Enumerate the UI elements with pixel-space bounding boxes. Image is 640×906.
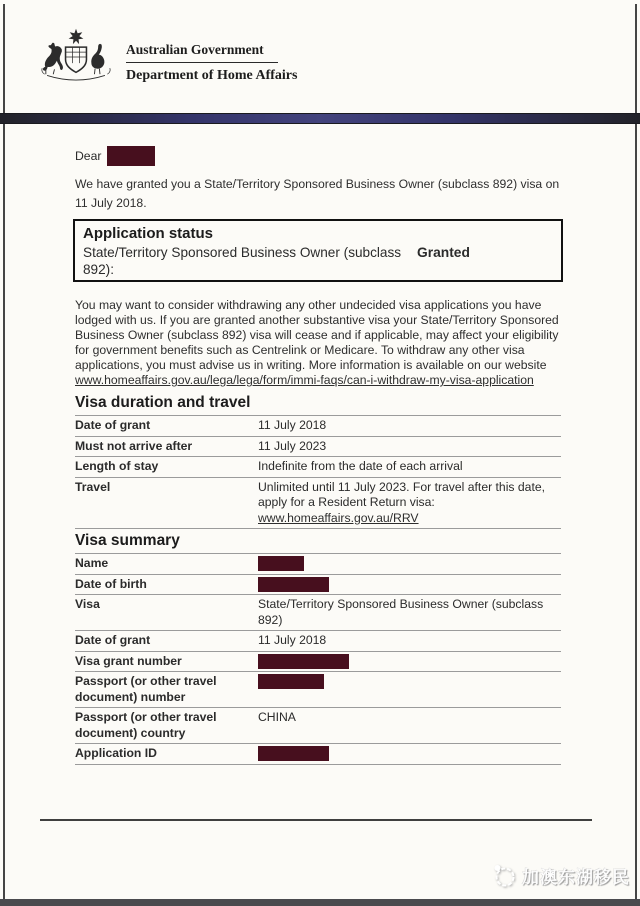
row-label: Length of stay — [75, 459, 159, 473]
visa-summary-table — [75, 553, 561, 765]
row-label: Visa grant number — [75, 653, 182, 668]
row-label: Travel — [75, 479, 111, 494]
withdraw-info-link[interactable]: www.homeaffairs.gov.au/lega/lega/form/immi-faqs/can-i-withdraw-my-visa-application — [75, 373, 534, 387]
row-value-text: Unlimited until 11 July 2023. For travel after this date, apply for a Resident Return visa: — [258, 479, 545, 509]
visa-summary-section — [75, 532, 561, 765]
page-border-left — [3, 4, 5, 900]
row-label: Date of grant — [75, 418, 151, 432]
row-value-text: 11 July 2018 — [258, 418, 327, 432]
row-value — [258, 480, 553, 527]
table-row — [75, 595, 561, 631]
table-row — [75, 554, 561, 575]
redaction-box — [258, 674, 324, 689]
table-row — [75, 631, 561, 652]
table-row — [75, 744, 561, 765]
header-divider — [126, 62, 278, 63]
row-label: Date of grant — [75, 633, 151, 647]
visa-duration-table — [75, 415, 561, 529]
row-label: Passport (or other travel document) number — [75, 674, 217, 704]
salutation-row — [75, 146, 155, 166]
australian-coat-of-arms-icon — [36, 26, 116, 88]
government-name: Australian Government — [126, 42, 264, 57]
row-value — [258, 633, 553, 649]
row-link[interactable]: www.homeaffairs.gov.au/RRV — [258, 510, 419, 525]
row-value — [258, 418, 553, 434]
redaction-box — [258, 556, 304, 571]
header-gradient-bar — [0, 113, 640, 124]
row-label: Passport (or other travel document) country — [75, 710, 217, 740]
table-row — [75, 652, 561, 673]
status-granted-value: Granted — [417, 245, 470, 260]
redaction-box — [258, 654, 349, 669]
table-row — [75, 575, 561, 596]
withdraw-text: You may want to consider withdrawing any other undecided visa applications you have lodged with us. If you are granted another substantive visa your State/Territory Sponsored Business Owner (subclass 892) visa will cease and if applicable, may affect your eligibility for government benefits such as Centrelink or Medicare. To withdraw any other visa applications, you must advise us in writing. More information is available on our website — [75, 298, 559, 372]
application-status-box — [73, 219, 563, 282]
watermark-text: 加澳东湖移民 — [522, 867, 630, 887]
row-label: Application ID — [75, 746, 157, 760]
watermark-logo-icon — [491, 862, 517, 888]
redaction-box — [258, 577, 329, 592]
visa-duration-title: Visa duration and travel — [75, 394, 251, 411]
row-value — [258, 597, 553, 628]
row-value — [258, 654, 553, 670]
page-bottom-edge — [0, 899, 640, 906]
table-row — [75, 416, 561, 437]
watermark — [491, 862, 630, 888]
government-header — [36, 26, 297, 88]
row-value — [258, 577, 553, 593]
page-border-right — [635, 4, 637, 900]
row-value — [258, 710, 553, 741]
salutation-text: Dear — [75, 149, 102, 163]
row-value — [258, 746, 553, 762]
visa-duration-section — [75, 394, 561, 529]
table-row — [75, 457, 561, 478]
footer-divider — [40, 819, 592, 821]
row-value-text: Indefinite from the date of each arrival — [258, 459, 463, 473]
row-value-text: CHINA — [258, 710, 296, 724]
row-label: Must not arrive after — [75, 438, 193, 453]
visa-summary-title: Visa summary — [75, 532, 180, 549]
row-value — [258, 439, 553, 455]
table-row — [75, 437, 561, 458]
withdraw-paragraph — [75, 298, 563, 388]
application-status-row — [83, 245, 553, 278]
row-value — [258, 556, 553, 572]
row-value-text: State/Territory Sponsored Business Owner (subclass 892) — [258, 597, 544, 627]
redaction-box-name — [107, 146, 155, 166]
table-row — [75, 708, 561, 744]
application-status-title: Application status — [83, 225, 214, 242]
table-row — [75, 672, 561, 708]
row-label: Date of birth — [75, 576, 147, 591]
department-name: Department of Home Affairs — [126, 68, 298, 83]
row-label: Visa — [75, 597, 100, 611]
row-label: Name — [75, 556, 109, 570]
row-value — [258, 459, 553, 475]
row-value — [258, 674, 553, 705]
header-text-block — [126, 42, 297, 84]
redaction-box — [258, 746, 329, 761]
intro-paragraph: We have granted you a State/Territory Sponsored Business Owner (subclass 892) visa on 11 July 2018. — [75, 177, 560, 210]
row-value-text: 11 July 2018 — [258, 633, 327, 647]
visa-type-label: State/Territory Sponsored Business Owner (subclass 892): — [83, 245, 402, 277]
row-value-text: 11 July 2023 — [258, 438, 327, 453]
table-row — [75, 478, 561, 530]
